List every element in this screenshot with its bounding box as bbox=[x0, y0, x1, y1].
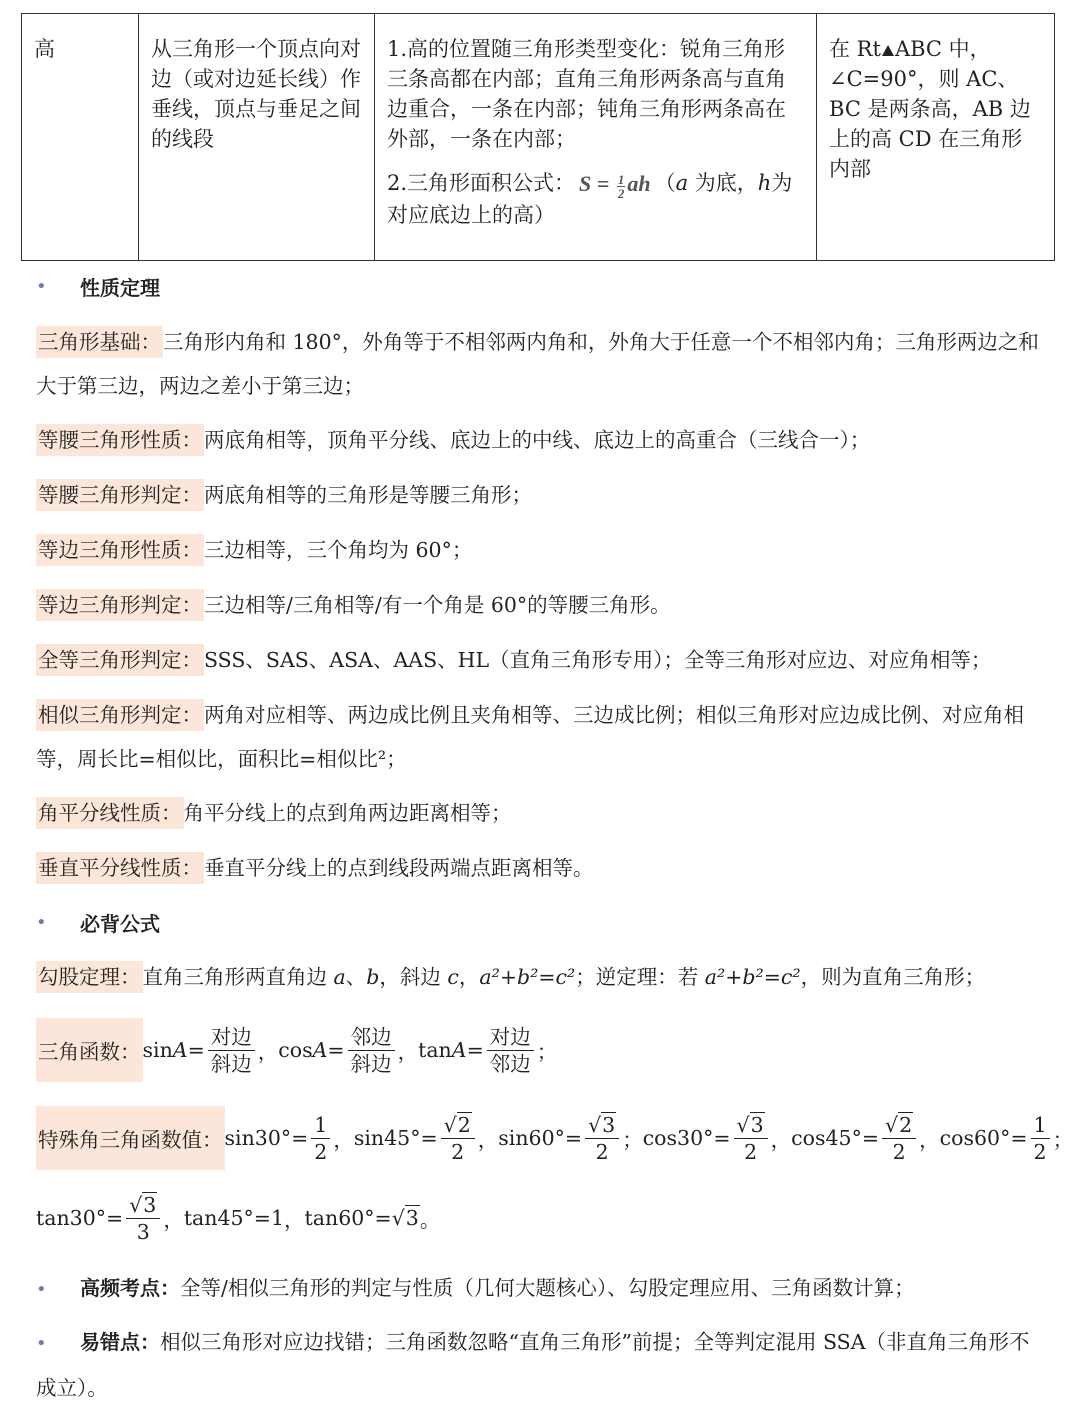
formula-half-den: 2 bbox=[617, 185, 625, 201]
properties-heading-text: 性质定理 bbox=[80, 276, 160, 300]
pythagoras-text: ，则为直角三角形； bbox=[800, 965, 986, 989]
property-text: SSS、SAS、ASA、AAS、HL（直角三角形专用）；全等三角形对应边、对应角相等； bbox=[204, 648, 992, 672]
frac-num: 1 bbox=[311, 1112, 330, 1139]
bullet-icon: • bbox=[36, 276, 47, 297]
property-text: 三角形内角和 180°，外角等于不相邻两内角和，外角大于任意一个不相邻内角；三角形两边之和大于第三边，两边之差小于第三边； bbox=[36, 330, 1039, 398]
area-formula-image bbox=[579, 169, 651, 199]
error-prone-text: 相似三角形对应边找错；三角函数忽略“直角三角形”前提；全等判定混用 SSA（非直角三角形不成立）。 bbox=[36, 1330, 1030, 1400]
property-label: 等腰三角形判定： bbox=[36, 479, 204, 511]
var-A: A= bbox=[312, 1038, 345, 1062]
formulas-heading-text: 必背公式 bbox=[80, 912, 160, 936]
period: 。 bbox=[419, 1208, 441, 1232]
frac-num bbox=[126, 1192, 160, 1219]
property-label: 等边三角形性质： bbox=[36, 534, 204, 566]
frac-den: 2 bbox=[595, 1139, 609, 1164]
sin45-text: sin45°= bbox=[353, 1126, 438, 1150]
radicand: 2 bbox=[457, 1112, 471, 1137]
sqrt-icon bbox=[737, 1112, 765, 1138]
property-item-triangle-basics bbox=[36, 320, 1046, 408]
var-A: A= bbox=[451, 1038, 484, 1062]
pythagoras-text: ；逆定理：若 bbox=[575, 965, 705, 989]
property-text: 两底角相等的三角形是等腰三角形； bbox=[204, 483, 532, 507]
formula-s: S = bbox=[579, 171, 610, 197]
bullet-icon: • bbox=[36, 1333, 47, 1354]
property-text: 两角对应相等、两边成比例且夹角相等、三边成比例；相似三角形对应边成比例、对应角相等，周长比=相似比，面积比=相似比²； bbox=[36, 703, 1024, 771]
trig-functions-line bbox=[36, 1018, 557, 1082]
sin-text: sin bbox=[142, 1038, 173, 1062]
property-item-equilateral-property bbox=[36, 528, 1046, 572]
semicolon: ； bbox=[536, 1040, 558, 1064]
property-label: 相似三角形判定： bbox=[36, 699, 204, 731]
trig-label: 三角函数： bbox=[36, 1018, 143, 1082]
formula-half-num: 1 bbox=[617, 171, 625, 187]
sqrt-sign: √ bbox=[443, 1112, 457, 1137]
frac-den: 斜边 bbox=[210, 1051, 252, 1076]
sqrt-icon bbox=[885, 1112, 913, 1138]
radicand: 3 bbox=[405, 1206, 419, 1230]
pythagoras-equation: a²+b²=c² bbox=[479, 965, 576, 989]
triangle-icon bbox=[882, 45, 894, 56]
sqrt-icon bbox=[392, 1206, 420, 1230]
pythagoras-line bbox=[36, 955, 1046, 999]
altitude-table bbox=[21, 13, 1055, 261]
frac-den: 2 bbox=[1033, 1139, 1047, 1164]
semicolon: ； bbox=[622, 1128, 643, 1152]
var-b: b bbox=[366, 965, 380, 989]
frac-num: 对边 bbox=[487, 1024, 534, 1051]
tan30-text: tan30°= bbox=[36, 1206, 124, 1230]
example-pre: 在 Rt bbox=[829, 37, 881, 61]
sqrt-sign: √ bbox=[885, 1112, 899, 1137]
property-item-equilateral-criterion bbox=[36, 583, 1046, 627]
sin-fraction bbox=[208, 1024, 255, 1077]
bullet-icon: • bbox=[36, 912, 47, 933]
sqrt-icon bbox=[129, 1192, 157, 1218]
property-2-suffix: 为对应底边上的高） bbox=[387, 171, 793, 227]
pythagoras-equation: a²+b²=c² bbox=[704, 965, 801, 989]
frac-num: 邻边 bbox=[348, 1024, 395, 1051]
comma: ， bbox=[333, 1128, 354, 1152]
high-frequency-text: 全等/相似三角形的判定与性质（几何大题核心）、勾股定理应用、三角函数计算； bbox=[180, 1276, 915, 1300]
error-prone-label: 易错点： bbox=[80, 1330, 160, 1354]
comma: ， bbox=[257, 1040, 279, 1064]
sin30-text: sin30°= bbox=[224, 1126, 309, 1150]
property-2 bbox=[387, 168, 804, 230]
frac-den: 3 bbox=[136, 1219, 150, 1244]
cos-fraction bbox=[348, 1024, 395, 1077]
table-row bbox=[22, 14, 1055, 261]
definition-text: 从三角形一个顶点向对边（或对边延长线）作垂线，顶点与垂足之间的线段 bbox=[151, 37, 361, 151]
formula-ah: ah bbox=[627, 171, 651, 197]
tan45-text: tan45°=1 bbox=[183, 1206, 285, 1230]
sin60-text: sin60°= bbox=[498, 1126, 583, 1150]
comma: ， bbox=[397, 1040, 419, 1064]
property-text: 三边相等/三角相等/有一个角是 60°的等腰三角形。 bbox=[204, 593, 671, 617]
term-cell bbox=[22, 14, 139, 261]
property-2-prefix: 2.三角形面积公式： bbox=[387, 171, 576, 195]
property-2-open: （ bbox=[654, 171, 676, 195]
sin45-fraction bbox=[441, 1112, 475, 1165]
property-label: 角平分线性质： bbox=[36, 797, 184, 829]
tan-text: tan bbox=[418, 1038, 452, 1062]
property-label: 等腰三角形性质： bbox=[36, 424, 204, 456]
property-text: 两底角相等，顶角平分线、底边上的中线、底边上的高重合（三线合一）； bbox=[204, 428, 871, 452]
frac-num bbox=[734, 1112, 768, 1139]
pythagoras-sep: 、 bbox=[345, 965, 367, 989]
frac-num: 1 bbox=[1031, 1112, 1050, 1139]
sqrt-sign: √ bbox=[391, 1206, 405, 1230]
var-a: a bbox=[333, 965, 346, 989]
property-item-congruent-criterion bbox=[36, 638, 1046, 682]
sqrt-icon bbox=[444, 1112, 472, 1138]
sin60-fraction bbox=[585, 1112, 619, 1165]
radicand: 3 bbox=[750, 1112, 764, 1137]
property-item-perpendicular-bisector bbox=[36, 846, 1046, 890]
frac-num bbox=[585, 1112, 619, 1139]
term-text: 高 bbox=[34, 37, 55, 61]
definition-cell bbox=[139, 14, 375, 261]
pythagoras-label: 勾股定理： bbox=[36, 961, 143, 993]
comma: ， bbox=[284, 1208, 305, 1232]
pythagoras-text: ，斜边 bbox=[379, 965, 448, 989]
radicand: 3 bbox=[143, 1192, 157, 1217]
property-item-angle-bisector bbox=[36, 791, 1046, 835]
error-prone-line bbox=[36, 1320, 1046, 1403]
tan-fraction bbox=[487, 1024, 534, 1077]
special-angles-line bbox=[36, 1106, 1073, 1170]
frac-den: 2 bbox=[451, 1139, 465, 1164]
frac-num bbox=[882, 1112, 916, 1139]
example-cell bbox=[817, 14, 1055, 261]
cos60-text: cos60°= bbox=[939, 1126, 1028, 1150]
radicand: 2 bbox=[899, 1112, 913, 1137]
property-cell bbox=[375, 14, 817, 261]
cos60-fraction bbox=[1031, 1112, 1050, 1165]
property-label: 垂直平分线性质： bbox=[36, 852, 204, 884]
tan-values-line bbox=[36, 1186, 440, 1250]
property-2-mid: 为底， bbox=[688, 171, 758, 195]
property-item-isosceles-property bbox=[36, 418, 1046, 462]
frac-den: 斜边 bbox=[350, 1051, 392, 1076]
frac-num bbox=[441, 1112, 475, 1139]
formulas-heading bbox=[36, 908, 160, 937]
property-text: 三边相等，三个角均为 60°； bbox=[204, 538, 473, 562]
example-post: ABC 中，∠C=90°，则 AC、BC 是两条高，AB 边上的高 CD 在三角形内部 bbox=[829, 37, 1031, 181]
property-item-similar-criterion bbox=[36, 693, 1046, 781]
property-2-a: a bbox=[675, 171, 689, 195]
cos45-fraction bbox=[882, 1112, 916, 1165]
comma: ， bbox=[770, 1128, 792, 1152]
var-A: A= bbox=[172, 1038, 205, 1062]
radicand: 3 bbox=[602, 1112, 616, 1137]
pythagoras-text: 直角三角形两直角边 bbox=[142, 965, 334, 989]
frac-den: 2 bbox=[744, 1139, 758, 1164]
property-label: 等边三角形判定： bbox=[36, 589, 204, 621]
cos30-text: cos30°= bbox=[642, 1126, 731, 1150]
comma: ， bbox=[163, 1208, 184, 1232]
sqrt-sign: √ bbox=[736, 1112, 750, 1137]
sin30-fraction bbox=[311, 1112, 330, 1165]
sqrt-sign: √ bbox=[588, 1112, 602, 1137]
property-label: 全等三角形判定： bbox=[36, 644, 204, 676]
pythagoras-sep: ， bbox=[458, 965, 480, 989]
properties-heading bbox=[36, 272, 160, 301]
sqrt-sign: √ bbox=[129, 1192, 143, 1217]
var-c: c bbox=[447, 965, 459, 989]
tan30-fraction bbox=[126, 1192, 160, 1245]
property-text: 角平分线上的点到角两边距离相等； bbox=[183, 801, 512, 825]
frac-den: 2 bbox=[892, 1139, 906, 1164]
cos30-fraction bbox=[734, 1112, 768, 1165]
special-label: 特殊角三角函数值： bbox=[36, 1106, 225, 1170]
tan60-text: tan60°= bbox=[304, 1206, 392, 1230]
comma: ， bbox=[919, 1128, 940, 1152]
semicolon: ； bbox=[1052, 1128, 1074, 1152]
high-frequency-line bbox=[36, 1266, 1046, 1312]
frac-num: 对边 bbox=[208, 1024, 255, 1051]
frac-den: 2 bbox=[314, 1139, 328, 1164]
comma: ， bbox=[477, 1128, 499, 1152]
cos45-text: cos45°= bbox=[791, 1126, 880, 1150]
bullet-icon: • bbox=[36, 1279, 47, 1300]
property-text: 垂直平分线上的点到线段两端点距离相等。 bbox=[204, 856, 594, 880]
frac-den: 邻边 bbox=[489, 1051, 531, 1076]
cos-text: cos bbox=[278, 1038, 313, 1062]
property-1-text: 1.高的位置随三角形类型变化：锐角三角形三条高都在内部；直角三角形两条高与直角边重合，一条在内部；钝角三角形两条高在外部，一条在内部； bbox=[387, 37, 786, 151]
property-2-h: h bbox=[757, 171, 772, 195]
high-frequency-label: 高频考点： bbox=[80, 1276, 180, 1300]
sqrt-icon bbox=[588, 1112, 616, 1138]
formula-half bbox=[617, 173, 626, 200]
property-item-isosceles-criterion bbox=[36, 473, 1046, 517]
property-label: 三角形基础： bbox=[36, 326, 163, 358]
